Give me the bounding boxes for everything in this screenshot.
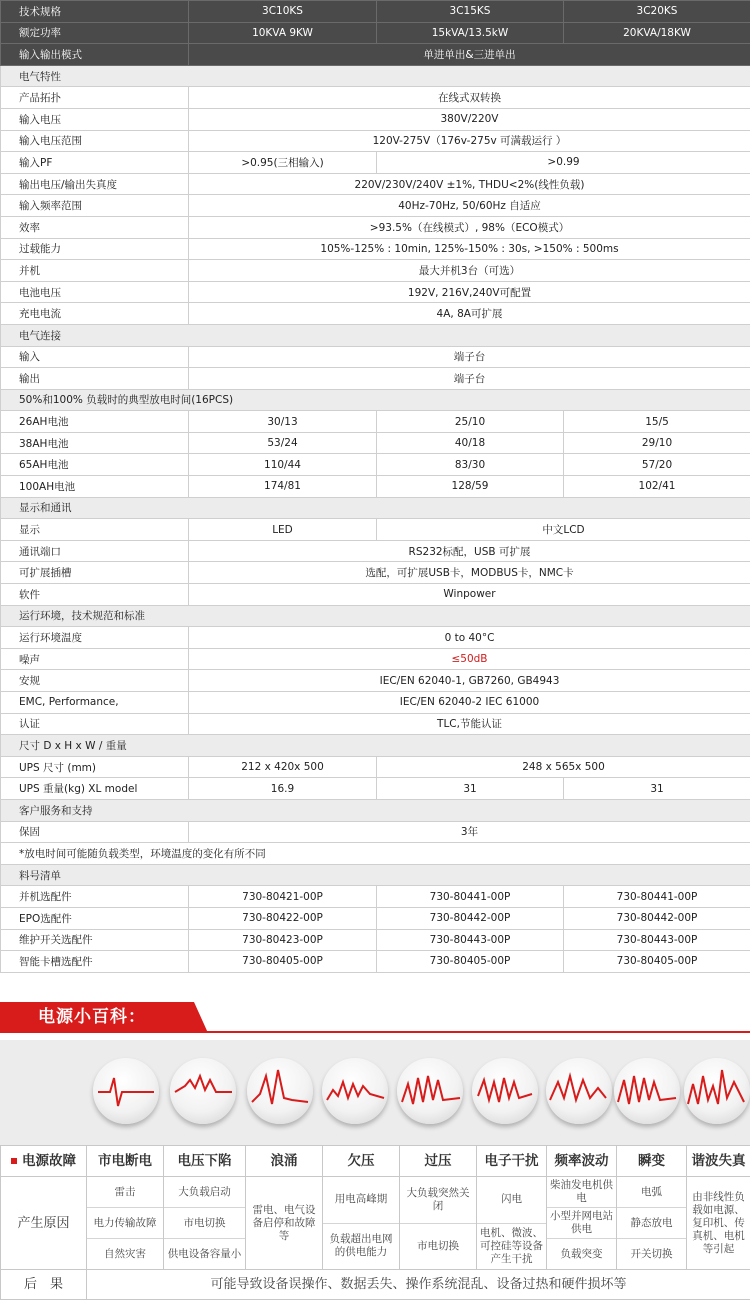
discharge-row <box>1 454 750 476</box>
row-value: 730-80405-00P <box>189 951 377 973</box>
cause-cell <box>87 1177 164 1270</box>
weight-row <box>1 778 750 800</box>
noise-row <box>1 648 750 670</box>
model-name: 3C10KS <box>189 1 377 23</box>
row-label: 产品拓扑 <box>1 87 189 109</box>
waveform-line <box>688 1070 744 1104</box>
result-value: 可能导致设备误操作、数据丢失、操作系统混乱、设备过热和硬件损坏等 <box>87 1270 750 1300</box>
problem-type <box>164 1146 246 1177</box>
row-value: 220V/230V/240V ±1%, THDU<2%(线性负载) <box>189 173 750 195</box>
row-value: 57/20 <box>564 454 750 476</box>
cause-item: 柴油发电机供电 <box>547 1177 616 1208</box>
cause-item: 电弧 <box>617 1177 686 1208</box>
problem-type-label <box>1 1146 87 1177</box>
model-header-row <box>1 1 750 23</box>
size-large: 248 x 565x 500 <box>377 756 750 778</box>
problem-type <box>617 1146 687 1177</box>
row-value: IEC/EN 62040-2 IEC 61000 <box>189 692 750 714</box>
row-value: 最大并机3台（可选） <box>189 260 750 282</box>
comm-row <box>1 584 750 606</box>
comm-section-title: 显示和通讯 <box>1 497 750 519</box>
row-label: 输入 <box>1 346 189 368</box>
problem-type-text: 欠压 <box>347 1152 375 1169</box>
row-value: 端子台 <box>189 368 750 390</box>
row-value: 730-80421-00P <box>189 886 377 908</box>
result-row <box>1 1270 750 1300</box>
cause-cell <box>400 1177 477 1270</box>
problem-type-text: 过压 <box>424 1152 452 1169</box>
parts-row <box>1 951 750 973</box>
cause-cell <box>617 1177 687 1270</box>
io-label: 输入输出模式 <box>1 44 189 66</box>
row-value: >93.5%（在线模式）, 98%（ECO模式） <box>189 216 750 238</box>
cause-cell <box>164 1177 246 1270</box>
row-value: 选配，可扩展USB卡，MODBUS卡，NMC卡 <box>189 562 750 584</box>
cause-item: 电力传输故障 <box>87 1208 163 1239</box>
row-value: IEC/EN 62040-1, GB7260, GB4943 <box>189 670 750 692</box>
cause-cell <box>687 1177 750 1270</box>
row-label: 100AH电池 <box>1 476 189 498</box>
cause-item: 市电切换 <box>417 1239 459 1252</box>
cause-item: 小型并网电站供电 <box>547 1208 616 1239</box>
discharge-row <box>1 476 750 498</box>
io-row <box>1 44 750 66</box>
problem-type-text: 电子干扰 <box>484 1152 539 1169</box>
row-value: 730-80443-00P <box>377 929 564 951</box>
row-label: 安规 <box>1 670 189 692</box>
row-value: 730-80443-00P <box>564 929 750 951</box>
row-value: 128/59 <box>377 476 564 498</box>
power-value: 15kVA/13.5kW <box>377 22 564 44</box>
cause-item: 市电切换 <box>164 1208 245 1239</box>
cause-row <box>1 1177 750 1270</box>
row-label: 电池电压 <box>1 281 189 303</box>
row-label: 输入电压 <box>1 108 189 130</box>
waveform-line <box>175 1076 232 1092</box>
power-value: 20KVA/18KW <box>564 22 750 44</box>
row-value: 40/18 <box>377 432 564 454</box>
row-value: 在线式双转换 <box>189 87 750 109</box>
row-label: 输入电压范围 <box>1 130 189 152</box>
row-value: 15/5 <box>564 411 750 433</box>
problem-type-text: 市电断电 <box>98 1152 152 1169</box>
electrical-row <box>1 195 750 217</box>
row-value: 730-80405-00P <box>377 951 564 973</box>
connection-row <box>1 346 750 368</box>
cause-cell <box>547 1177 617 1270</box>
waveform-line <box>618 1076 676 1104</box>
row-value: 110/44 <box>189 454 377 476</box>
pf-three-phase: >0.95(三相输入) <box>189 152 377 174</box>
size-row <box>1 756 750 778</box>
row-value: RS232标配，USB 可扩展 <box>189 540 750 562</box>
row-label: 过载能力 <box>1 238 189 260</box>
problem-type-text: 瞬变 <box>638 1152 665 1169</box>
row-value: 730-80442-00P <box>377 907 564 929</box>
connection-section <box>1 324 750 346</box>
row-label: 运行环境温度 <box>1 627 189 649</box>
row-label: EMC, Performance, <box>1 692 189 714</box>
connection-section-title: 电气连接 <box>1 324 750 346</box>
row-label: 输入PF <box>1 152 189 174</box>
row-value: Winpower <box>189 584 750 606</box>
cause-label: 产生原因 <box>1 1177 87 1270</box>
pf-single-phase: >0.99 <box>377 152 750 174</box>
cause-item: 供电设备容量小 <box>167 1247 242 1260</box>
waveform-line <box>327 1082 384 1100</box>
size-section <box>1 735 750 757</box>
discharge-row <box>1 432 750 454</box>
env-row <box>1 713 750 735</box>
io-value: 单进单出&三进单出 <box>189 44 750 66</box>
electrical-row <box>1 108 750 130</box>
row-label: UPS 尺寸 (mm) <box>1 756 189 778</box>
problem-type <box>400 1146 477 1177</box>
row-value: 730-80423-00P <box>189 929 377 951</box>
row-label: 通讯端口 <box>1 540 189 562</box>
env-row <box>1 670 750 692</box>
row-value: 0 to 40°C <box>189 627 750 649</box>
waveform-line <box>478 1078 532 1102</box>
power-problem-table <box>0 1145 750 1300</box>
row-value: 53/24 <box>189 432 377 454</box>
row-label: 并机 <box>1 260 189 282</box>
problem-type <box>687 1146 750 1177</box>
problem-type-text: 频率波动 <box>554 1152 609 1169</box>
row-value: 730-80442-00P <box>564 907 750 929</box>
discharge-row <box>1 411 750 433</box>
row-value: 730-80422-00P <box>189 907 377 929</box>
env-section <box>1 605 750 627</box>
power-value: 10KVA 9KW <box>189 22 377 44</box>
row-label: 噪声 <box>1 648 189 670</box>
electrical-row <box>1 173 750 195</box>
display-row <box>1 519 750 541</box>
row-label: 显示 <box>1 519 189 541</box>
row-label: 可扩展插槽 <box>1 562 189 584</box>
model-name: 3C15KS <box>377 1 564 23</box>
row-label: 效率 <box>1 216 189 238</box>
electrical-row <box>1 281 750 303</box>
row-label: 输出 <box>1 368 189 390</box>
service-section <box>1 799 750 821</box>
problem-header-row <box>1 1146 750 1177</box>
waveform-glyphs <box>0 1040 750 1145</box>
row-label: 软件 <box>1 584 189 606</box>
cause-item: 大负载启动 <box>164 1177 245 1208</box>
row-value: TLC,节能认证 <box>189 713 750 735</box>
display-lcd: 中文LCD <box>377 519 750 541</box>
row-value: 120V-275V（176v-275v 可满载运行 ） <box>189 130 750 152</box>
power-row <box>1 22 750 44</box>
cause-cell <box>477 1177 547 1270</box>
discharge-section-title: 50%和100% 负载时的典型放电时间(16PCS) <box>1 389 750 411</box>
row-value: 83/30 <box>377 454 564 476</box>
row-label: 认证 <box>1 713 189 735</box>
row-label: EPO选配件 <box>1 907 189 929</box>
comm-section <box>1 497 750 519</box>
row-value: 4A, 8A可扩展 <box>189 303 750 325</box>
encyclopedia-title: 电源小百科： <box>0 1002 194 1033</box>
noise-value: ≤50dB <box>189 648 750 670</box>
row-value: 25/10 <box>377 411 564 433</box>
parts-row <box>1 929 750 951</box>
warranty-value: 3年 <box>189 821 750 843</box>
parts-section-title: 料号清单 <box>1 864 750 886</box>
row-value: 730-80441-00P <box>377 886 564 908</box>
model-name: 3C20KS <box>564 1 750 23</box>
row-label: 输入频率范围 <box>1 195 189 217</box>
env-section-title: 运行环境，技术规范和标准 <box>1 605 750 627</box>
problem-type <box>246 1146 323 1177</box>
row-value: 102/41 <box>564 476 750 498</box>
size-section-title: 尺寸 D x H x W / 重量 <box>1 735 750 757</box>
cause-item: 开关切换 <box>630 1247 673 1260</box>
row-label: 维护开关选配件 <box>1 929 189 951</box>
size-small: 212 x 420x 500 <box>189 756 377 778</box>
electrical-row <box>1 130 750 152</box>
cause-item: 由非线性负载如电源、复印机、传真机、电机等引起 <box>692 1190 745 1255</box>
row-label: 充电电流 <box>1 303 189 325</box>
env-row <box>1 692 750 714</box>
problem-type <box>323 1146 400 1177</box>
row-value: 105%-125% : 10min, 125%-150% : 30s, >150% : 500ms <box>189 238 750 260</box>
problem-type-text: 谐波失真 <box>691 1152 746 1169</box>
cause-item: 负载超出电网的供电能力 <box>329 1233 393 1259</box>
row-value: 730-80441-00P <box>564 886 750 908</box>
note-row <box>1 843 750 865</box>
power-label: 额定功率 <box>1 22 189 44</box>
electrical-section <box>1 65 750 87</box>
row-label: 38AH电池 <box>1 432 189 454</box>
env-row <box>1 627 750 649</box>
problem-type-text: 电源故障 <box>22 1152 76 1169</box>
row-value: 380V/220V <box>189 108 750 130</box>
row-label: 65AH电池 <box>1 454 189 476</box>
row-value: 40Hz-70Hz, 50/60Hz 自适应 <box>189 195 750 217</box>
comm-row <box>1 562 750 584</box>
problem-type <box>547 1146 617 1177</box>
connection-row <box>1 368 750 390</box>
cause-item: 大负载突然关闭 <box>400 1177 476 1224</box>
electrical-row <box>1 238 750 260</box>
row-label: 26AH电池 <box>1 411 189 433</box>
parts-section <box>1 864 750 886</box>
row-value: 30/13 <box>189 411 377 433</box>
waveform-line <box>252 1070 308 1104</box>
weight-value: 31 <box>377 778 564 800</box>
weight-value: 31 <box>564 778 750 800</box>
cause-item: 负载突变 <box>560 1247 603 1260</box>
row-label: 智能卡槽选配件 <box>1 951 189 973</box>
parts-row <box>1 907 750 929</box>
cause-item: 用电高峰期 <box>323 1177 399 1224</box>
cause-cell <box>323 1177 400 1270</box>
parts-row <box>1 886 750 908</box>
row-value: 29/10 <box>564 432 750 454</box>
cause-item: 闪电 <box>477 1177 546 1224</box>
service-section-title: 客户服务和支持 <box>1 799 750 821</box>
waveform-line <box>402 1076 460 1104</box>
cause-cell <box>246 1177 323 1270</box>
result-label: 后 果 <box>1 1270 87 1300</box>
row-value: 174/81 <box>189 476 377 498</box>
cause-item: 雷电、电气设备启停和故障等 <box>252 1203 316 1242</box>
pf-row <box>1 152 750 174</box>
waveform-strip <box>0 1040 750 1145</box>
waveform-line <box>98 1078 154 1106</box>
row-value: 192V, 216V,240V可配置 <box>189 281 750 303</box>
problem-type-text: 浪涌 <box>270 1152 298 1169</box>
row-value: 730-80405-00P <box>564 951 750 973</box>
cause-item: 雷击 <box>87 1177 163 1208</box>
row-label: UPS 重量(kg) XL model <box>1 778 189 800</box>
comm-row <box>1 540 750 562</box>
header-label: 技术规格 <box>1 1 189 23</box>
cause-item: 自然灾害 <box>104 1247 146 1260</box>
bullet-square-icon <box>11 1158 17 1164</box>
cause-item: 电机、微波、可控硅等设备产生干扰 <box>480 1226 543 1265</box>
row-label: 保固 <box>1 821 189 843</box>
row-label: 并机选配件 <box>1 886 189 908</box>
warranty-row <box>1 821 750 843</box>
problem-type-text: 电压下陷 <box>177 1152 232 1169</box>
electrical-row <box>1 87 750 109</box>
display-led: LED <box>189 519 377 541</box>
weight-value: 16.9 <box>189 778 377 800</box>
electrical-row <box>1 260 750 282</box>
problem-type <box>477 1146 547 1177</box>
electrical-row <box>1 216 750 238</box>
row-value: 端子台 <box>189 346 750 368</box>
electrical-row <box>1 303 750 325</box>
cause-item: 静态放电 <box>617 1208 686 1239</box>
row-label: 输出电压/输出失真度 <box>1 173 189 195</box>
problem-type <box>87 1146 164 1177</box>
electrical-section-title: 电气特性 <box>1 65 750 87</box>
encyclopedia-banner <box>0 1002 750 1034</box>
waveform-line <box>550 1076 606 1100</box>
discharge-note: *放电时间可能随负载类型，环境温度的变化有所不同 <box>1 843 750 865</box>
discharge-section <box>1 389 750 411</box>
